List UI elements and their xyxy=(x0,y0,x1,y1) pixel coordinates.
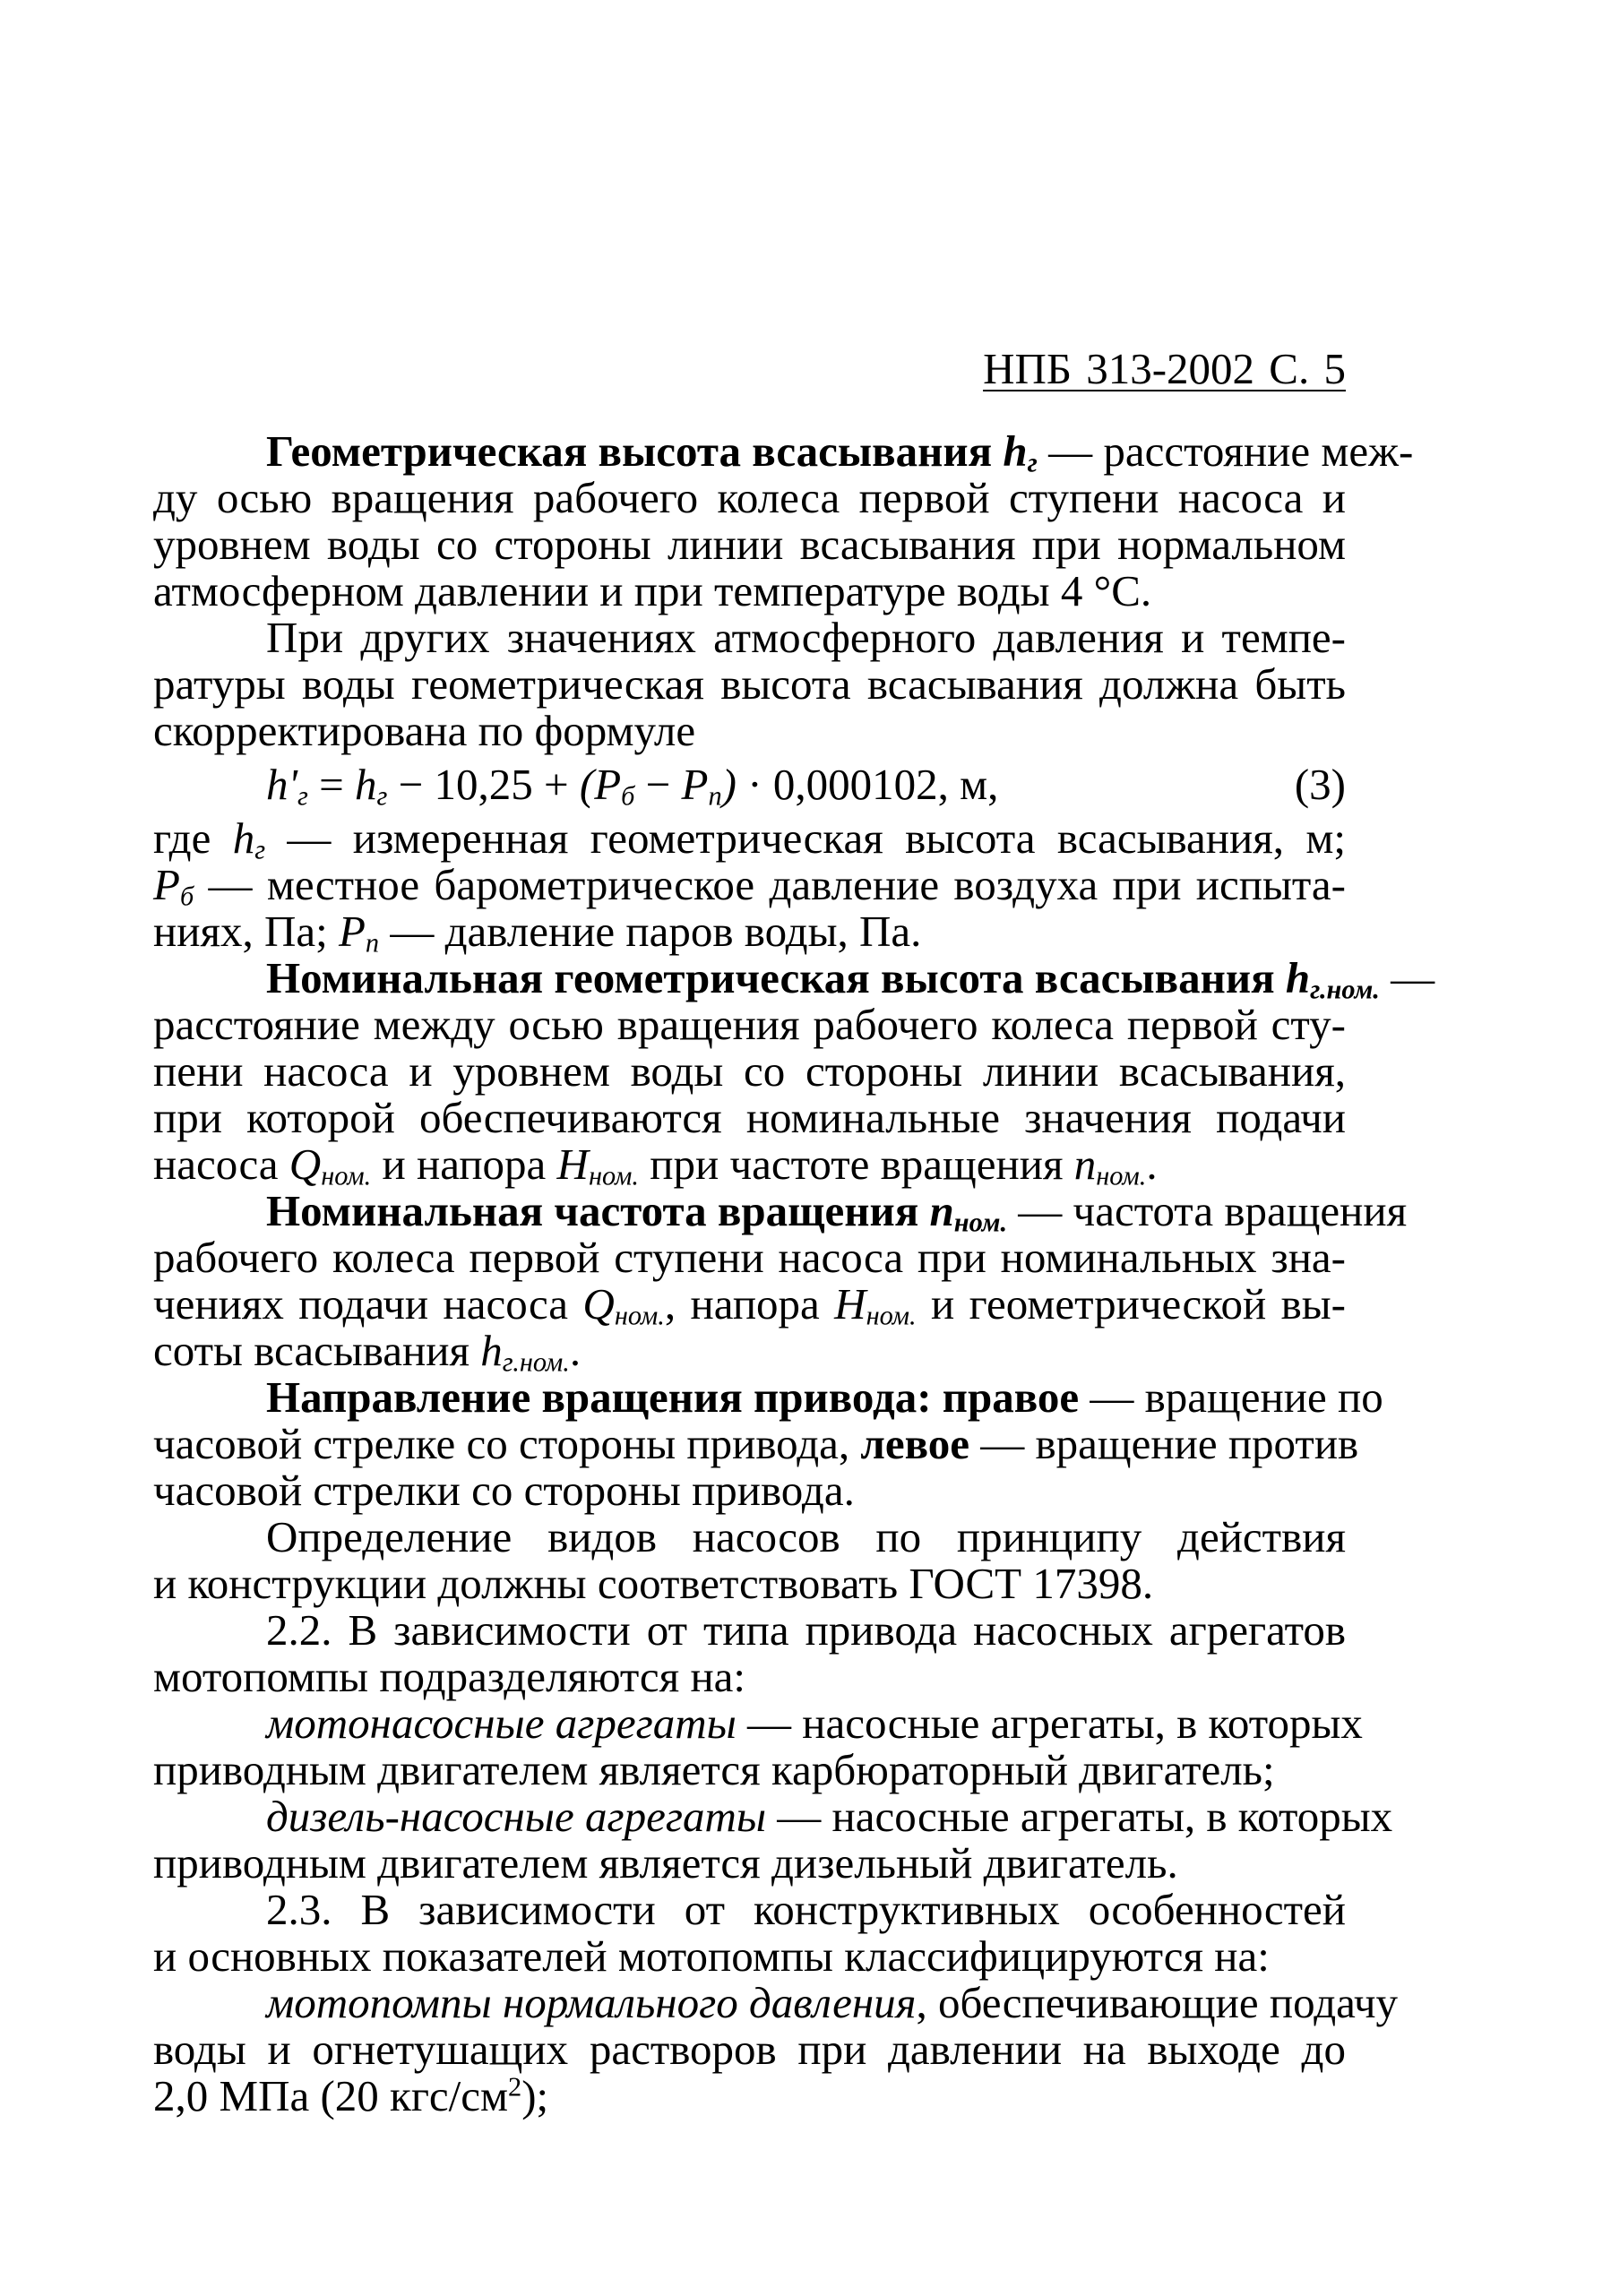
text-line: Геометрическая высота всасывания $h_г$ — расстояние меж- xyxy=(266,426,1414,478)
text-line: часовой стрелке со стороны привода, левое — вращение против xyxy=(153,1419,1359,1468)
text-line: рабочего колеса первой ступени насоса при номинальных зна- xyxy=(153,1233,1346,1282)
text-line: скорректирована по формуле xyxy=(153,706,696,755)
text-line: расстояние между осью вращения рабочего колеса первой сту- xyxy=(153,1000,1346,1049)
text-line: уровнем воды со стороны линии всасывания при нормальном xyxy=(153,520,1346,569)
text-line: мотопомпы подразделяются на: xyxy=(153,1652,746,1701)
text-line: приводным двигателем является карбюраторный двигатель; xyxy=(153,1745,1275,1794)
text-line: мотопомпы нормального давления, обеспечивающие подачу xyxy=(266,1978,1399,2027)
text-line: и конструкции должны соответствовать ГОСТ 17398. xyxy=(153,1559,1154,1608)
text-line: мотонасосные агрегаты — насосные агрегаты, в которых xyxy=(266,1698,1363,1748)
text-line: насоса $Q_{ном.}$ и напора $H_{ном.}$ при частоте вращения $n_{ном.}$. xyxy=(153,1139,1158,1191)
text-line: ратуры воды геометрическая высота всасывания должна быть xyxy=(153,659,1346,709)
text-line: Направление вращения привода: правое — вращение по xyxy=(266,1372,1383,1422)
text-line: при которой обеспечиваются номинальные значения подачи xyxy=(153,1093,1346,1142)
text-line: 2,0 МПа (20 кгс/$см^2$); xyxy=(153,2071,549,2120)
text-line: При других значениях атмосферного давления и темпе- xyxy=(266,613,1346,662)
page-header: НПБ 313-2002 С. 5 xyxy=(983,344,1346,393)
text-line: $h'_г = h_г - 10,25 + (P_б - P_п) \cdot 0,000102$, м, (3) xyxy=(266,760,1346,812)
text-line: приводным двигателем является дизельный двигатель. xyxy=(153,1838,1178,1888)
text-line: Определение видов насосов по принципу действия xyxy=(266,1512,1346,1561)
text-line: 2.2. В зависимости от типа привода насосных агрегатов xyxy=(266,1605,1346,1655)
text-line: ду осью вращения рабочего колеса первой ступени насоса и xyxy=(153,473,1346,522)
text-line: соты всасывания $h_{г.ном.}$. xyxy=(153,1326,582,1378)
equation-number: (3) xyxy=(1294,760,1346,809)
text-line: ниях, Па; $P_п$ — давление паров воды, Па. xyxy=(153,907,922,959)
text-line: Номинальная геометрическая высота всасывания $h_{г.ном.}$ — xyxy=(266,953,1435,1005)
text-line: $P_б$ — местное барометрическое давление воздуха при испыта- xyxy=(153,860,1346,912)
text-line: чениях подачи насоса $Q_{ном.}$, напора $H_{ном.}$ и геометрической вы- xyxy=(153,1279,1346,1331)
text-line: пени насоса и уровнем воды со стороны линии всасывания, xyxy=(153,1046,1346,1096)
text-line: дизель-насосные агрегаты — насосные агрегаты, в которых xyxy=(266,1792,1393,1841)
text-line: Номинальная частота вращения $n_{ном.}$ — частота вращения xyxy=(266,1186,1408,1238)
text-line: часовой стрелки со стороны привода. xyxy=(153,1466,855,1515)
text-line: где $h_г$ — измеренная геометрическая высота всасывания, м; xyxy=(153,813,1346,865)
text-line: 2.3. В зависимости от конструктивных особенностей xyxy=(266,1885,1346,1934)
text-line: атмосферном давлении и при температуре воды 4 °С. xyxy=(153,566,1152,615)
text-line: и основных показателей мотопомпы классифицируются на: xyxy=(153,1931,1270,1981)
text-line: воды и огнетушащих растворов при давлении на выходе до xyxy=(153,2025,1346,2074)
